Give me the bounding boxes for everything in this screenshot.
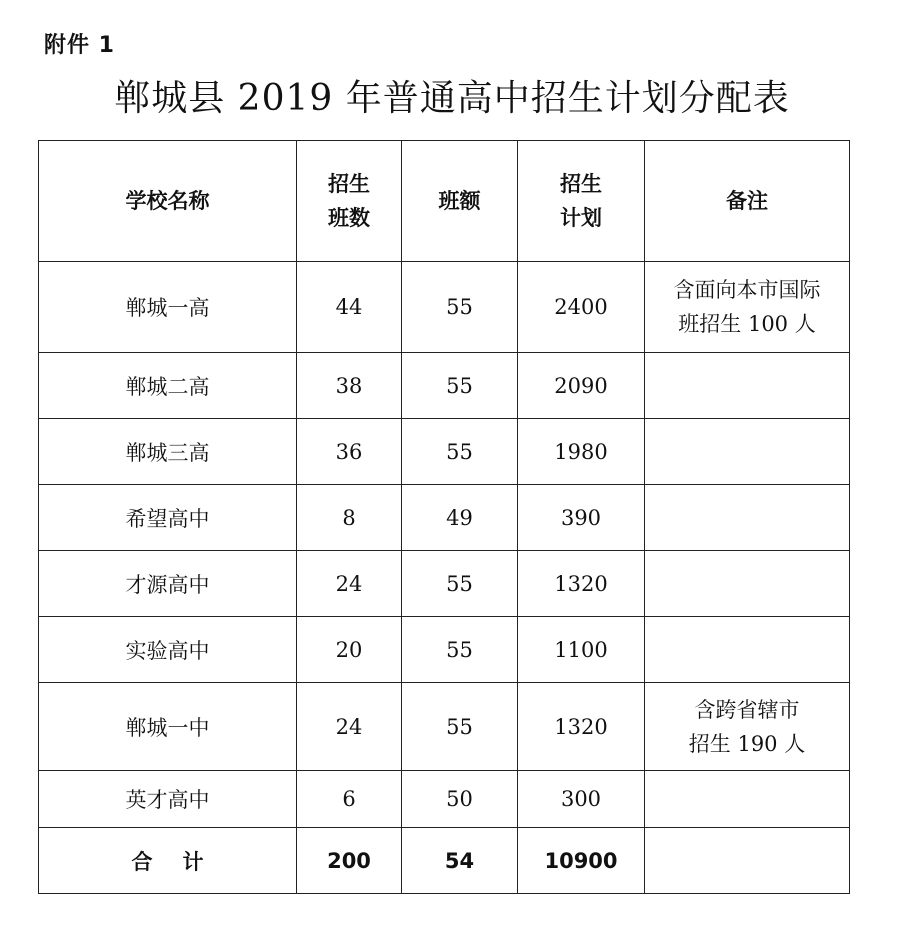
plan-value: 1100 bbox=[518, 617, 645, 683]
header-classes-line1: 招生 bbox=[328, 172, 370, 196]
note-cell bbox=[645, 485, 850, 551]
plan-value: 2090 bbox=[518, 353, 645, 419]
note-line1: 含跨省辖市 bbox=[694, 697, 800, 722]
table-row bbox=[39, 262, 850, 353]
note-cell bbox=[645, 262, 850, 353]
class-size-value: 49 bbox=[402, 485, 518, 551]
classes-value: 44 bbox=[297, 262, 402, 353]
school-name: 希望高中 bbox=[39, 485, 297, 551]
table-header-row bbox=[39, 141, 850, 262]
total-row bbox=[39, 828, 850, 894]
note-cell bbox=[645, 551, 850, 617]
header-classes-line2: 班数 bbox=[328, 206, 370, 230]
enrollment-plan-table bbox=[38, 140, 850, 894]
header-plan-line1: 招生 bbox=[560, 172, 602, 196]
header-class-size: 班额 bbox=[402, 141, 518, 262]
school-name: 郸城三高 bbox=[39, 419, 297, 485]
table-row bbox=[39, 771, 850, 828]
school-name: 郸城一中 bbox=[39, 683, 297, 771]
note-cell bbox=[645, 419, 850, 485]
school-name: 英才高中 bbox=[39, 771, 297, 828]
note-line1: 含面向本市国际 bbox=[673, 278, 821, 302]
plan-value: 1320 bbox=[518, 683, 645, 771]
note-cell bbox=[645, 683, 850, 771]
table-row bbox=[39, 551, 850, 617]
header-plan bbox=[518, 141, 645, 262]
table-row bbox=[39, 485, 850, 551]
school-name: 郸城一高 bbox=[39, 262, 297, 353]
table-row bbox=[39, 683, 850, 771]
school-name: 实验高中 bbox=[39, 617, 297, 683]
classes-value: 38 bbox=[297, 353, 402, 419]
table-row bbox=[39, 353, 850, 419]
plan-value: 390 bbox=[518, 485, 645, 551]
classes-value: 20 bbox=[297, 617, 402, 683]
class-size-value: 55 bbox=[402, 262, 518, 353]
note-line2: 招生 190 人 bbox=[688, 731, 806, 756]
document-title: 郸城县 2019 年普通高中招生计划分配表 bbox=[114, 78, 790, 119]
total-plan: 10900 bbox=[518, 828, 645, 894]
total-label bbox=[39, 828, 297, 894]
plan-value: 1320 bbox=[518, 551, 645, 617]
plan-value: 1980 bbox=[518, 419, 645, 485]
header-note: 备注 bbox=[645, 141, 850, 262]
note-cell bbox=[645, 771, 850, 828]
class-size-value: 55 bbox=[402, 419, 518, 485]
plan-value: 300 bbox=[518, 771, 645, 828]
school-name: 郸城二高 bbox=[39, 353, 297, 419]
table-row bbox=[39, 617, 850, 683]
total-note bbox=[645, 828, 850, 894]
class-size-value: 55 bbox=[402, 353, 518, 419]
header-plan-line2: 计划 bbox=[560, 206, 602, 230]
header-school: 学校名称 bbox=[39, 141, 297, 262]
class-size-value: 50 bbox=[402, 771, 518, 828]
header-classes bbox=[297, 141, 402, 262]
total-classes: 200 bbox=[297, 828, 402, 894]
class-size-value: 55 bbox=[402, 683, 518, 771]
class-size-value: 55 bbox=[402, 551, 518, 617]
classes-value: 6 bbox=[297, 771, 402, 828]
total-label-part2: 计 bbox=[182, 849, 204, 874]
classes-value: 36 bbox=[297, 419, 402, 485]
classes-value: 24 bbox=[297, 551, 402, 617]
attachment-label: 附件 1 bbox=[44, 33, 115, 58]
school-name: 才源高中 bbox=[39, 551, 297, 617]
note-line2: 班招生 100 人 bbox=[678, 312, 816, 336]
total-class-size: 54 bbox=[402, 828, 518, 894]
table-row bbox=[39, 419, 850, 485]
classes-value: 8 bbox=[297, 485, 402, 551]
class-size-value: 55 bbox=[402, 617, 518, 683]
note-cell bbox=[645, 617, 850, 683]
classes-value: 24 bbox=[297, 683, 402, 771]
note-cell bbox=[645, 353, 850, 419]
plan-value: 2400 bbox=[518, 262, 645, 353]
total-label-part1: 合 bbox=[131, 849, 153, 874]
